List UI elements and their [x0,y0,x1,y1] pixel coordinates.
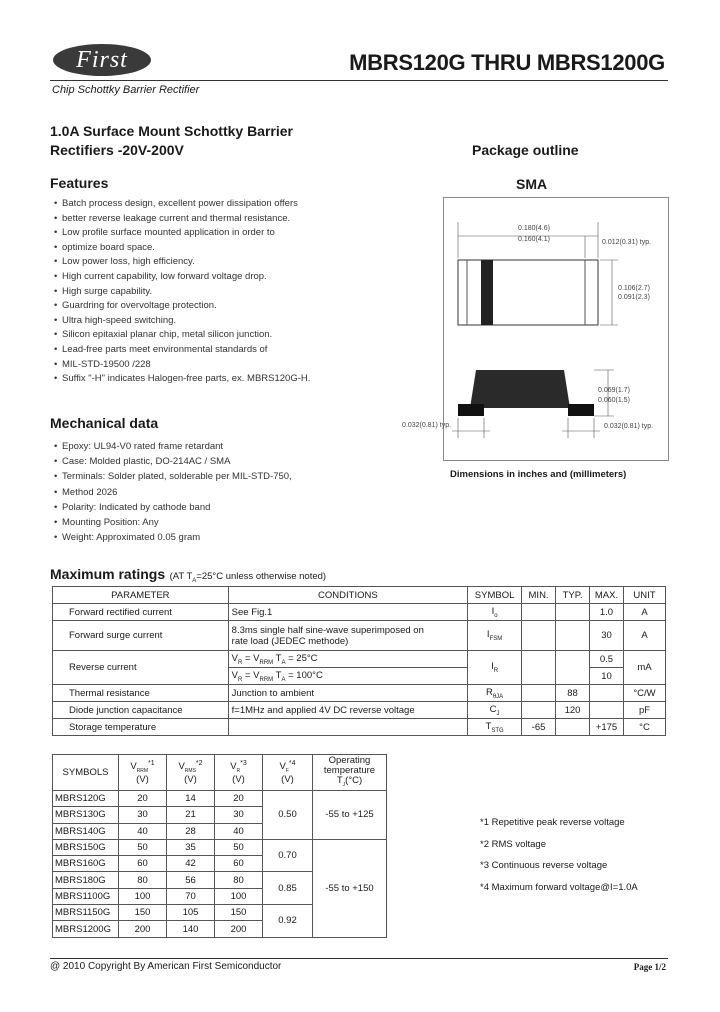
footer-divider [50,958,668,959]
features-heading: Features [50,175,109,191]
document-subtitle: Chip Schottky Barrier Rectifier [52,84,200,96]
table-row: MBRS150G 50 35 50 0.70 -55 to +150 [53,839,387,855]
list-item: • Polarity: Indicated by cathode band [52,500,352,515]
col-vrrm: $V_{RRM}^{*1}$ (V) [119,755,167,791]
table-row: Diode junction capacitance f=1MHz and applied 4V DC reverse voltage $C_J$ 120 pF [53,702,666,719]
list-item: • Epoxy: UL94-V0 rated frame retardant [52,439,352,454]
list-item: • Case: Molded plastic, DO-214AC / SMA [52,454,352,469]
table-row: MBRS180G 80 56 80 0.85 [53,872,387,888]
mechanical-list [52,439,352,545]
list-item: • MIL-STD-19500 /228 [52,358,352,373]
col-unit: UNIT [623,587,665,604]
col-max: MAX. [590,587,624,604]
col-vr: $V_R^{*3}$ (V) [215,755,263,791]
notes [480,812,638,898]
list-item: • Guardring for overvoltage protection. [52,299,352,314]
right-lead [568,404,594,416]
header-divider [50,80,668,81]
list-item: • optimize board space. [52,241,352,256]
logo-text: First [76,47,128,73]
cathode-band [481,260,493,325]
table-row: MBRS1150G 150 105 150 0.92 [53,905,387,921]
table-row: Forward surge current 8.3ms single half sine-wave superimposed on rate load (JEDEC methode) $I_{FSM}$ 30 A [53,621,666,651]
copyright: @ 2010 Copyright By American First Semiconductor [50,961,282,972]
dim-width1: 0.106(2.7) [618,285,650,292]
list-item: • better reverse leakage current and thermal resistance. [52,212,352,227]
package-heading: Package outline [472,142,579,158]
table-row: MBRS1200G 200 140 200 [53,921,387,937]
list-item: • Suffix "-H" indicates Halogen-free parts, ex. MBRS120G-H. [52,372,352,387]
table-row: Forward rectified current See Fig.1 $I_o$ 1.0 A [53,604,666,621]
table-row: MBRS120G 20 14 20 0.50 -55 to +125 [53,791,387,807]
dim-lead-width-left-label: 0.032(0.81) typ. [402,422,452,429]
dim-length: 0.180(4.6) [518,225,550,232]
list-item: • Lead-free parts meet environmental standards of [52,343,352,358]
table-row: MBRS160G 60 42 60 [53,856,387,872]
list-item: • Weight: Approximated 0.05 gram [52,530,352,545]
table-row: $V_R = V_{RRM}$ $T_A = 100^\circ C$ 10 [53,668,666,685]
package-drawing-frame [443,197,669,461]
company-logo [53,44,151,76]
dim-lead-top: 0.012(0.31) typ. [602,239,652,246]
list-item: • Mounting Position: Any [52,515,352,530]
dim-lead-width-right: 0.032(0.81) typ. [604,423,654,430]
table-row: Thermal resistance Junction to ambient $R_{\theta JA}$ 88 °C/W [53,685,666,702]
note-item: *2 RMS voltage [480,838,547,850]
list-item: • Ultra high-speed switching. [52,314,352,329]
table-row: Reverse current $V_R = V_{RRM}$ $T_A = 25^\circ C$ $I_R$ 0.5 mA [53,651,666,668]
col-conditions: CONDITIONS [228,587,467,604]
note-item: *3 Continuous reverse voltage [480,860,608,871]
dimensions-caption: Dimensions in inches and (millimeters) [450,469,627,480]
list-item: • Method 2026 [52,485,352,500]
product-title [50,122,293,160]
max-ratings-table [52,586,666,736]
col-symbols: SYMBOLS [53,755,119,791]
col-vf: $V_F^{*4}$ (V) [263,755,313,791]
device-symbols-table [52,754,387,938]
page-number: Page 1/2 [633,962,666,972]
product-title-line1: 1.0A Surface Mount Schottky Barrier [50,123,293,139]
list-item: • Low profile surface mounted application in order to [52,226,352,241]
table-row: Storage temperature $T_{STG}$ -65 +175 °C [53,719,666,736]
list-item: • High current capability, low forward voltage drop. [52,270,352,285]
package-body-side [470,370,570,408]
list-item: • Silicon epitaxial planar chip, metal silicon junction. [52,328,352,343]
features-list [52,197,352,387]
max-ratings-heading: Maximum ratings [50,566,166,582]
col-min: MIN. [522,587,556,604]
note-item: *4 Maximum forward voltage@I=1.0A [480,881,638,893]
product-title-line2: Rectifiers -20V-200V [50,142,184,158]
left-lead [458,404,484,416]
package-body-top [458,260,598,325]
dim-length2: 0.160(4.1) [518,236,550,243]
document-title: MBRS120G THRU MBRS1200G [349,50,665,75]
table-header-row [53,587,666,604]
mechanical-heading: Mechanical data [50,415,159,431]
col-typ: TYP. [556,587,590,604]
col-vrms: $V_{RMS}^{*2}$ (V) [167,755,215,791]
note-item: *1 Repetitive peak reverse voltage [480,817,625,828]
max-ratings-title [50,566,326,584]
table-row: MBRS130G 30 21 30 [53,807,387,823]
list-item: • Low power loss, high efficiency. [52,255,352,270]
dim-height1: 0.069(1.7) [598,387,630,394]
max-ratings-condition: (AT $T_A=25^\circ C$ unless otherwise noted) [169,571,327,584]
list-item: • High surge capability. [52,285,352,300]
package-drawing [444,198,668,460]
dim-height2: 0.060(1.5) [598,397,630,404]
list-item: • Terminals: Solder plated, solderable per MIL-STD-750, [52,469,352,484]
col-temperature: Operating temperature $T_J(^\circ C)$ [313,755,387,791]
table-row: MBRS1100G 100 70 100 [53,888,387,904]
dim-width2: 0.091(2.3) [618,294,650,301]
list-item: • Batch process design, excellent power dissipation offers [52,197,352,212]
package-type: SMA [516,176,548,192]
table-header-row [53,755,387,791]
table-row: MBRS140G 40 28 40 [53,823,387,839]
col-parameter: PARAMETER [53,587,229,604]
col-symbol: SYMBOL [468,587,522,604]
